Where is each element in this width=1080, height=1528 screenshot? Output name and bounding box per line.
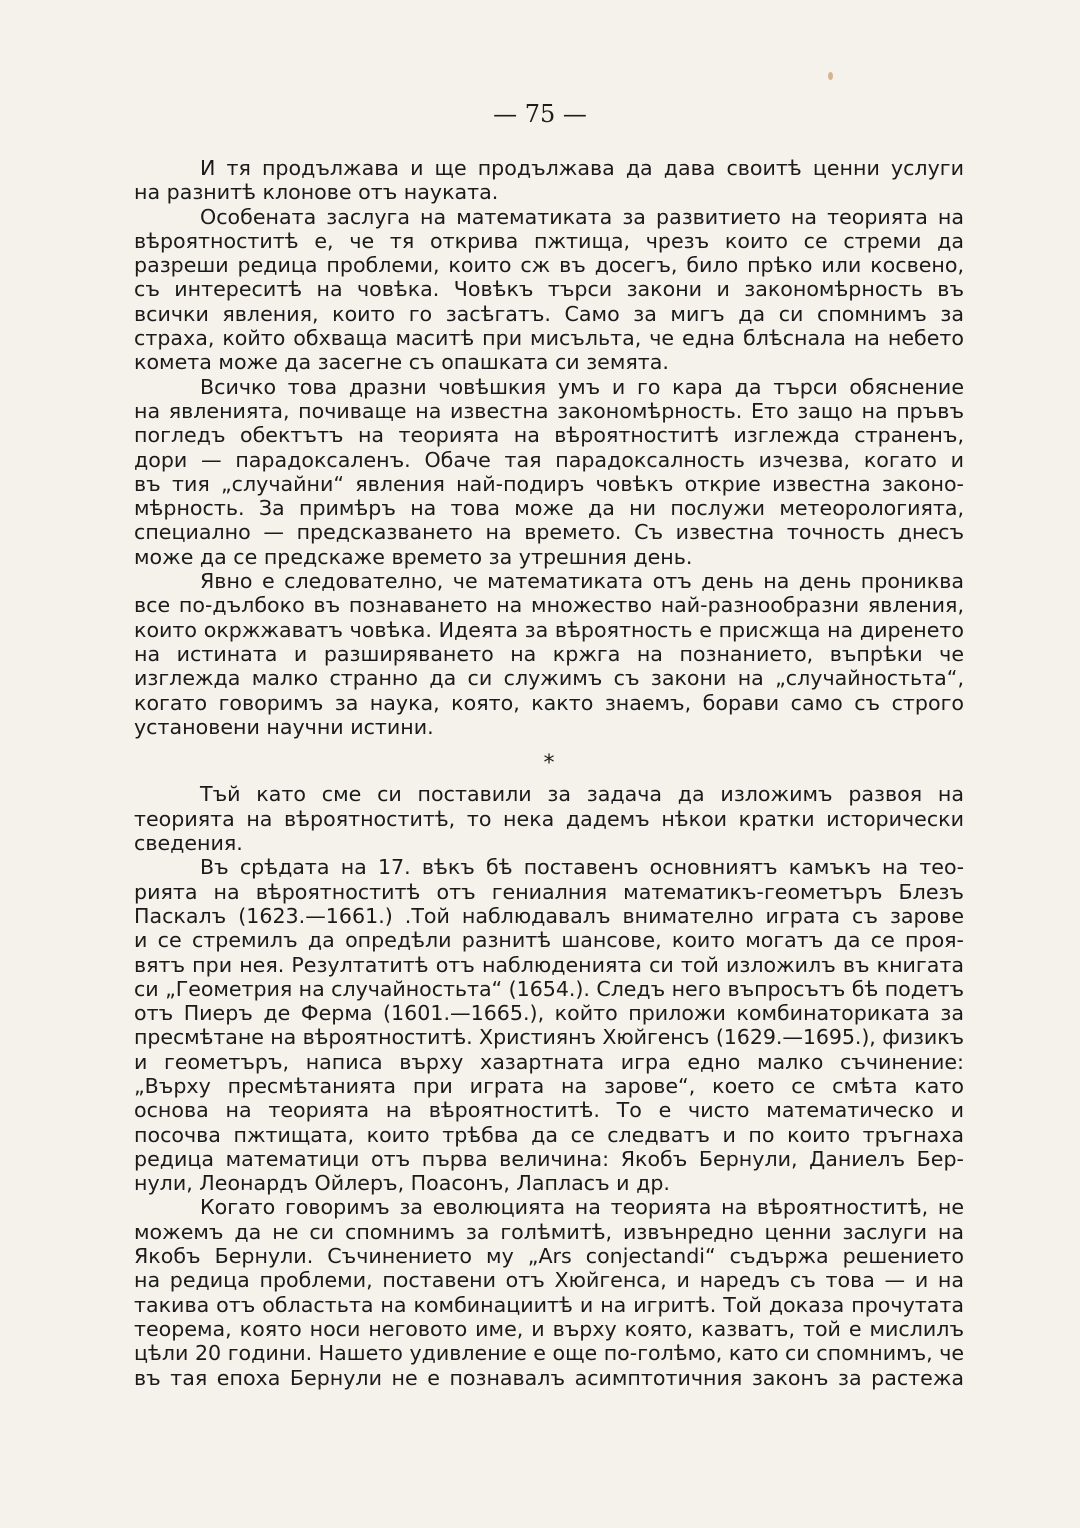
text-line: Якобъ Бернули. Съчинението му „Ars conjectandi“ съдържа решението [134, 1244, 964, 1269]
text-line: комета може да засегне съ опашката си земята. [134, 350, 669, 375]
text-line: на редица проблеми, поставени отъ Хюйгенса, и наредъ съ това — и на [134, 1268, 964, 1293]
text-line: изглежда малко странно да си служимъ съ закони на „случайностьта“, [134, 666, 964, 691]
text-line: нули, Леонардъ Ойлеръ, Поасонъ, Лапласъ и др. [134, 1171, 670, 1196]
text-line: рията на вѣроятноститѣ отъ гениалния математикъ-геометъръ Блезъ [134, 879, 964, 904]
text-line: Паскалъ (1623.—1661.) .Той наблюдавалъ внимателно играта съ зарове [134, 903, 964, 928]
text-line: установени научни истини. [134, 714, 434, 739]
paper-stain [828, 72, 833, 80]
section-history [134, 782, 964, 1389]
text-line: мѣрность. За примѣръ на това може да ни послужи метеорологията, [134, 496, 964, 521]
text-line: на истината и разширяването на кржга на познанието, въпрѣки че [134, 641, 964, 666]
text-line: на явленията, почиваще на известна закономѣрность. Ето защо на пръвъ [134, 398, 964, 423]
text-line: Въ срѣдата на 17. вѣкъ бѣ поставенъ основниятъ камъкъ на тео- [200, 855, 964, 880]
text-line: вѣроятноститѣ е, че тя открива пжтища, чрезъ които се стреми да [134, 228, 964, 253]
text-line: такива отъ областьта на комбинациитѣ и на игритѣ. Той доказа прочутата [134, 1292, 964, 1317]
text-line: теорията на вѣроятноститѣ, то нека дадемъ нѣкои кратки исторически [134, 806, 964, 831]
text-line: въ тия „случайни“ явления най-подиръ човѣкъ открие известна законо- [134, 471, 964, 496]
text-line: Всичко това дразни човѣшкия умъ и го кара да търси обяснение [200, 374, 964, 399]
text-line: все по-дълбоко въ познаването на множество най-разнообразни явления, [134, 593, 964, 618]
text-line: редица математици отъ първа величина: Якобъ Бернули, Даниелъ Бер- [134, 1146, 964, 1171]
text-line: Когато говоримъ за еволюцията на теорията на вѣроятноститѣ, не [200, 1195, 964, 1220]
text-line: погледъ обектътъ на теорията на вѣроятноститѣ изглежда страненъ, [134, 423, 964, 448]
text-line: посочва пжтищата, които трѣбва да се следватъ и по които тръгнаха [134, 1122, 964, 1147]
text-line: които окржжаватъ човѣка. Идеята за вѣроятность е присжща на диренето [134, 617, 964, 642]
text-line: Особената заслуга на математиката за развитието на теорията на [200, 204, 964, 229]
text-line: можемъ да не си спомнимъ за голѣмитѣ, извънредно ценни заслуги на [134, 1219, 964, 1244]
text-line: отъ Пиеръ де Ферма (1601.—1665.), който приложи комбинаториката за [134, 1001, 964, 1026]
text-line: И тя продължава и ще продължава да дава своитѣ ценни услуги [200, 156, 964, 180]
section-separator: * [543, 751, 555, 777]
text-line: на разнитѣ клонове отъ науката. [134, 180, 499, 205]
text-line: разреши редица проблеми, които сж въ досегъ, било прѣко или косвено, [134, 253, 964, 278]
text-line: пресмѣтане на вѣроятноститѣ. Християнъ Хюйгенсъ (1629.—1695.), физикъ [134, 1025, 965, 1050]
text-line: Явно е следователно, че математиката отъ день на день прониква [200, 569, 964, 594]
text-line: Тъй като сме си поставили за задача да изложимъ развоя на [200, 782, 964, 807]
text-line: сведения. [134, 831, 243, 856]
text-line: си „Геометрия на случайностьта“ (1654.). Следъ него въпросътъ бѣ подетъ [134, 976, 964, 1001]
text-line: основа на теорията на вѣроятноститѣ. То е чисто математическо и [134, 1098, 964, 1123]
text-line: може да се предскаже времето за утрешния день. [134, 544, 693, 569]
body-text [134, 156, 964, 1390]
text-line: специално — предсказването на времето. Съ известна точность днесъ [134, 520, 964, 545]
text-line: вятъ при нея. Резултатитѣ отъ наблюденията си той изложилъ въ книгата [134, 952, 964, 977]
page-number: — 75 — [493, 100, 587, 128]
text-line: въ тая епоха Бернули не е познавалъ асимптотичния законъ за растежа [134, 1365, 964, 1390]
section-introduction [134, 156, 964, 739]
text-line: цѣли 20 години. Нашето удивление е още по-голѣмо, като си спомнимъ, че [134, 1341, 965, 1366]
text-line: страха, който обхваща маситѣ при мисъльта, че една блѣснала на небето [134, 326, 964, 351]
text-line: и геометъръ, написа върху хазартната игра едно малко съчинение: [134, 1049, 964, 1074]
text-line: и се стремилъ да опредѣли разнитѣ шансове, които могатъ да се проя- [134, 928, 964, 953]
text-line: когато говоримъ за наука, която, както знаемъ, борави само съ строго [134, 690, 964, 715]
text-line: „Върху пресмѣтанията при играта на зарове“, което се смѣта като [134, 1073, 964, 1098]
text-line: съ интереситѣ на човѣка. Човѣкъ търси закони и закономѣрность въ [134, 277, 964, 302]
text-line: теорема, която носи неговото име, и върху която, казватъ, той е мислилъ [134, 1316, 964, 1341]
text-line: всички явления, които го засѣгатъ. Само за мигъ да си спомнимъ за [134, 301, 964, 326]
text-line: дори — парадоксаленъ. Обаче тая парадоксалность изчезва, когато и [134, 447, 964, 472]
